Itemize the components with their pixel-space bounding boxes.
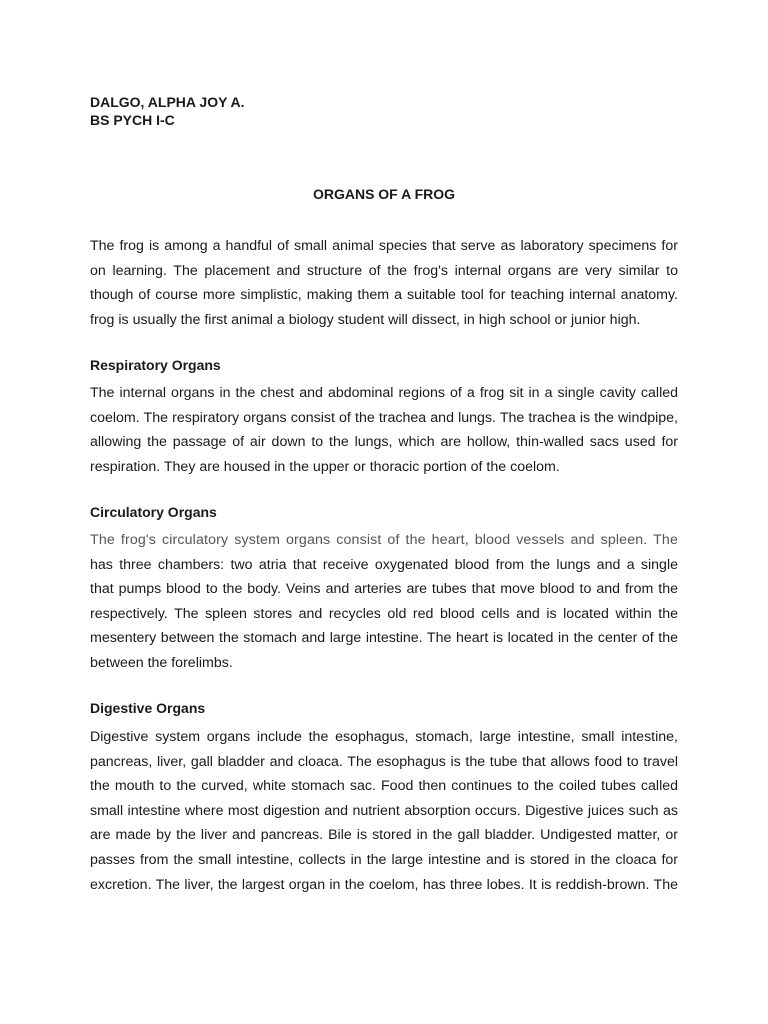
paragraph-line: Digestive system organs include the esophagus, stomach, large intestine, small intestine,: [90, 729, 678, 745]
paragraph-line: are made by the liver and pancreas. Bile is stored in the gall bladder. Undigested matter, or: [90, 827, 678, 844]
paragraph-line: respectively. The spleen stores and recycles old red blood cells and is located within the: [90, 605, 678, 622]
circulatory-paragraph: [90, 528, 678, 676]
paragraph-line: passes from the small intestine, collects in the large intestine and is stored in the cloaca for: [90, 851, 678, 868]
section-heading-circulatory: Circulatory Organs: [90, 504, 217, 520]
paragraph-line: excretion. The liver, the largest organ in the coelom, has three lobes. It is reddish-brown. The: [90, 876, 678, 893]
paragraph-line: the mouth to the curved, white stomach sac. Food then continues to the coiled tubes called: [90, 778, 678, 795]
paragraph-line: that pumps blood to the body. Veins and arteries are tubes that move blood to and from the: [90, 581, 678, 598]
digestive-paragraph: [90, 725, 678, 897]
author-block: [90, 93, 245, 129]
document-title: ORGANS OF A FROG: [312, 186, 456, 202]
paragraph-line: coelom. The respiratory organs consist of the trachea and lungs. The trachea is the windpipe,: [90, 409, 678, 426]
paragraph-line: The frog is among a handful of small animal species that serve as laboratory specimens for: [90, 238, 678, 254]
intro-paragraph: [90, 234, 678, 332]
paragraph-line: frog is usually the first animal a biology student will dissect, in high school or junior high.: [90, 311, 641, 328]
paragraph-line: allowing the passage of air down to the lungs, which are hollow, thin-walled sacs used for: [90, 434, 678, 451]
paragraph-line: mesentery between the stomach and large intestine. The heart is located in the center of the: [90, 630, 678, 647]
paragraph-line: on learning. The placement and structure of the frog's internal organs are very similar to: [90, 262, 678, 279]
respiratory-paragraph: [90, 381, 678, 479]
paragraph-line: The frog's circulatory system organs consist of the heart, blood vessels and spleen. The: [90, 532, 678, 548]
paragraph-line: small intestine where most digestion and nutrient absorption occurs. Digestive juices such as: [90, 802, 678, 819]
paragraph-line: respiration. They are housed in the upper or thoracic portion of the coelom.: [90, 458, 560, 475]
author-name: DALGO, ALPHA JOY A.: [90, 94, 245, 110]
paragraph-line: has three chambers: two atria that receive oxygenated blood from the lungs and a single: [90, 556, 678, 573]
paragraph-line: though of course more simplistic, making them a suitable tool for teaching internal anatomy.: [90, 287, 678, 304]
paragraph-line: pancreas, liver, gall bladder and cloaca. The esophagus is the tube that allows food to travel: [90, 753, 678, 770]
paragraph-line: The internal organs in the chest and abdominal regions of a frog sit in a single cavity called: [90, 385, 678, 401]
section-heading-respiratory: Respiratory Organs: [90, 357, 221, 373]
paragraph-line: between the forelimbs.: [90, 654, 233, 671]
section-heading-digestive: Digestive Organs: [90, 700, 206, 716]
author-course: BS PYCH I-C: [90, 112, 175, 128]
